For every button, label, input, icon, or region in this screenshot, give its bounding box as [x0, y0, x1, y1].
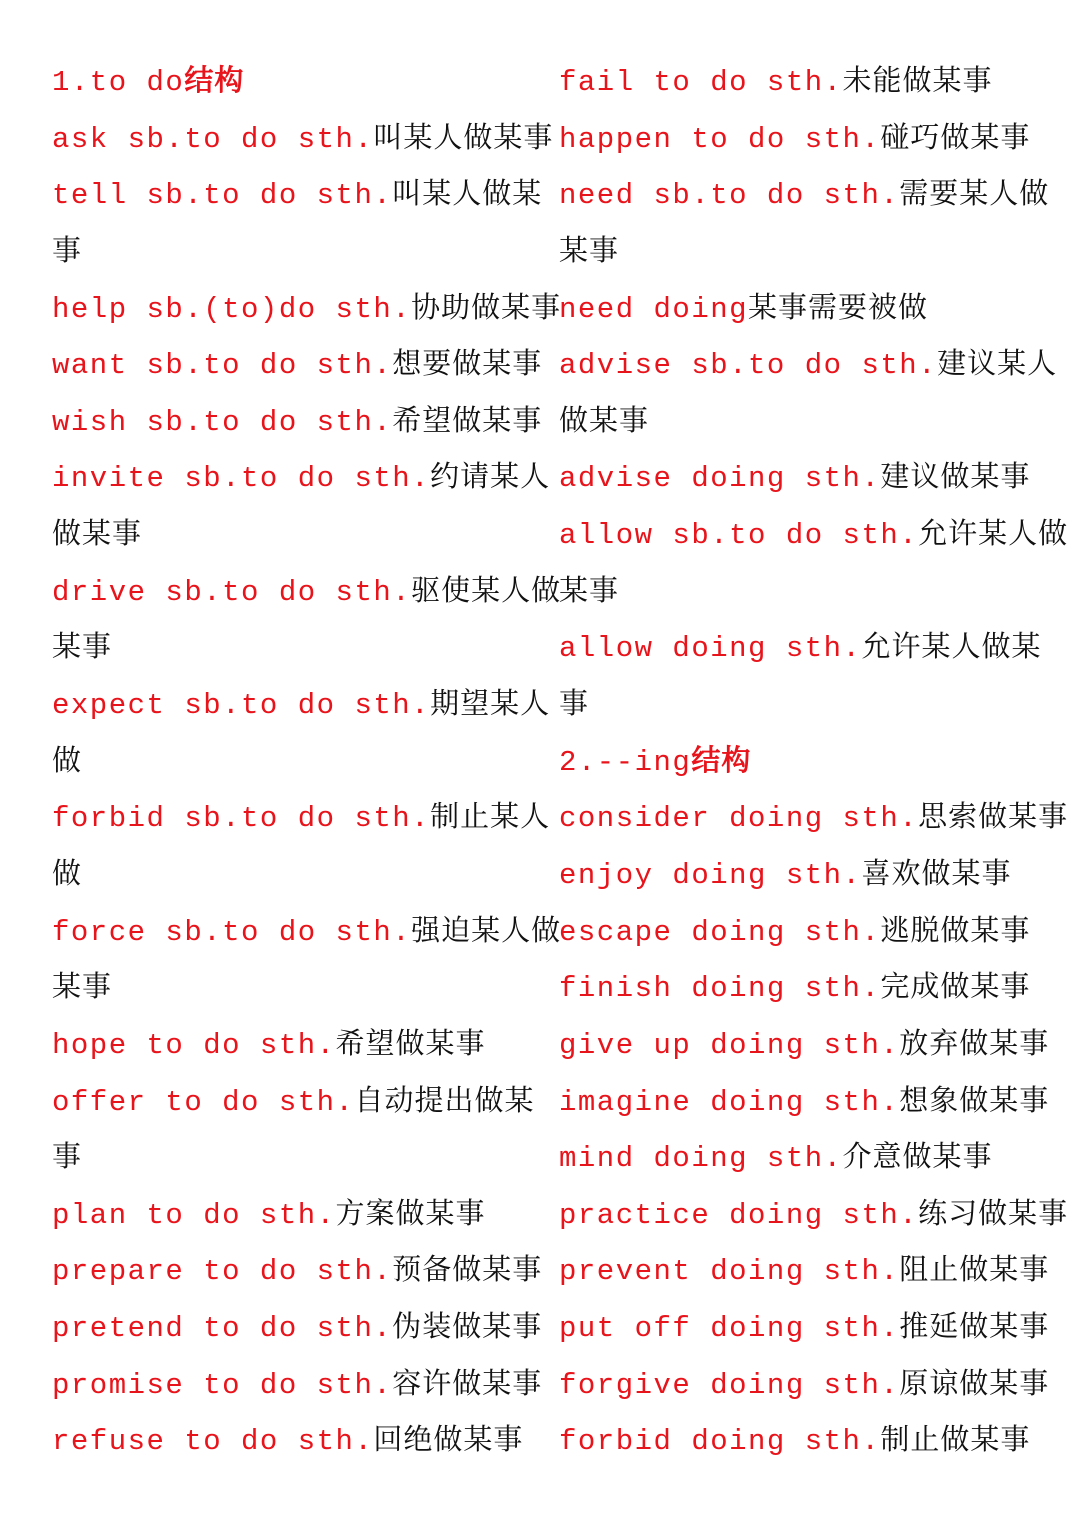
chinese-meaning: 事 [52, 1139, 83, 1174]
english-phrase: allow sb.to do sth. [559, 519, 919, 553]
phrase-line [559, 448, 1037, 505]
left-column [52, 52, 562, 1468]
right-column [559, 52, 1069, 1468]
english-phrase: finish doing sth. [559, 972, 881, 1006]
english-phrase: need doing [559, 292, 749, 326]
english-phrase: prepare to do sth. [52, 1255, 393, 1289]
english-phrase: hope to do sth. [52, 1028, 336, 1062]
english-phrase: forbid sb.to do sth. [52, 802, 431, 836]
chinese-meaning: 事 [559, 686, 590, 721]
phrase-line [52, 562, 562, 619]
phrase-line [52, 1015, 527, 1072]
chinese-meaning: 碰巧做某事 [880, 119, 1031, 154]
phrase-line [52, 279, 562, 336]
chinese-meaning: 某事 [52, 629, 113, 664]
english-phrase: escape doing sth. [559, 915, 881, 949]
phrase-line [52, 1072, 535, 1129]
phrase-line [559, 505, 1069, 562]
chinese-meaning: 需要某人做 [899, 176, 1050, 211]
phrase-line [52, 1185, 527, 1242]
english-phrase: consider doing sth. [559, 802, 919, 836]
phrase-line [559, 1241, 1050, 1298]
phrase-line [559, 1185, 1069, 1242]
phrase-line [52, 618, 527, 675]
chinese-meaning: 逃脱做某事 [880, 912, 1031, 947]
phrase-line [559, 958, 1037, 1015]
chinese-meaning: 允许某人做某 [861, 629, 1042, 664]
chinese-meaning: 期望某人 [430, 686, 551, 721]
phrase-line [52, 1298, 543, 1355]
phrase-line [52, 392, 543, 449]
chinese-meaning: 结构 [184, 63, 245, 97]
english-phrase: pretend to do sth. [52, 1312, 393, 1346]
chinese-meaning: 事 [52, 232, 83, 267]
chinese-meaning: 喜欢做某事 [861, 855, 1012, 890]
chinese-meaning: 某事 [559, 572, 620, 607]
chinese-meaning: 约请某人 [430, 459, 551, 494]
phrase-line [52, 958, 527, 1015]
phrase-line [52, 505, 527, 562]
chinese-meaning: 放弃做某事 [899, 1025, 1050, 1060]
english-phrase: ask sb.to do sth. [52, 122, 374, 156]
chinese-meaning: 建议某人 [937, 346, 1058, 381]
chinese-meaning: 伪装做某事 [392, 1309, 543, 1344]
english-phrase: fail to do sth. [559, 66, 843, 99]
chinese-meaning: 方案做某事 [335, 1195, 486, 1230]
chinese-meaning: 希望做某事 [392, 402, 543, 437]
chinese-meaning: 想象做某事 [899, 1082, 1050, 1117]
phrase-line [52, 448, 551, 505]
phrase-line [559, 618, 1042, 675]
english-phrase: need sb.to do sth. [559, 179, 900, 213]
chinese-meaning: 做 [52, 855, 83, 890]
phrase-line [559, 1015, 1050, 1072]
chinese-meaning: 某事 [52, 969, 113, 1004]
english-phrase: forbid doing sth. [559, 1425, 881, 1459]
phrase-line [52, 165, 543, 222]
chinese-meaning: 做某事 [52, 516, 143, 551]
english-phrase: imagine doing sth. [559, 1085, 900, 1119]
chinese-meaning: 结构 [691, 742, 752, 777]
english-phrase: practice doing sth. [559, 1198, 919, 1232]
chinese-meaning: 自动提出做某 [354, 1082, 535, 1117]
section-heading [52, 52, 527, 109]
phrase-line [52, 1241, 543, 1298]
english-phrase: advise sb.to do sth. [559, 349, 938, 383]
chinese-meaning: 容许做某事 [392, 1365, 543, 1400]
phrase-line [559, 222, 1037, 279]
phrase-line [52, 902, 562, 959]
english-phrase: expect sb.to do sth. [52, 689, 431, 723]
chinese-meaning: 强迫某人做 [411, 912, 562, 947]
phrase-line [559, 392, 1037, 449]
english-phrase: wish sb.to do sth. [52, 405, 393, 439]
phrase-line [559, 335, 1058, 392]
english-phrase: give up doing sth. [559, 1028, 900, 1062]
phrase-line [559, 279, 1037, 336]
phrase-line [559, 109, 1037, 166]
english-phrase: refuse to do sth. [52, 1425, 374, 1459]
english-phrase: allow doing sth. [559, 632, 862, 666]
chinese-meaning: 叫某人做某事 [373, 119, 554, 154]
chinese-meaning: 建议做某事 [880, 459, 1031, 494]
chinese-meaning: 预备做某事 [392, 1252, 543, 1287]
phrase-line [559, 52, 1037, 109]
chinese-meaning: 阻止做某事 [899, 1252, 1050, 1287]
phrase-line [559, 562, 1037, 619]
english-phrase: plan to do sth. [52, 1198, 336, 1232]
english-phrase: invite sb.to do sth. [52, 462, 431, 496]
section-heading [559, 732, 1037, 789]
phrase-line [52, 675, 551, 732]
phrase-line [52, 335, 543, 392]
chinese-meaning: 推延做某事 [899, 1309, 1050, 1344]
chinese-meaning: 原谅做某事 [899, 1365, 1050, 1400]
english-phrase: prevent doing sth. [559, 1255, 900, 1289]
chinese-meaning: 未能做某事 [842, 63, 993, 97]
english-phrase: tell sb.to do sth. [52, 179, 393, 213]
chinese-meaning: 希望做某事 [335, 1025, 486, 1060]
chinese-meaning: 某事 [559, 232, 620, 267]
chinese-meaning: 介意做某事 [842, 1139, 993, 1174]
chinese-meaning: 练习做某事 [918, 1195, 1069, 1230]
chinese-meaning: 制止某人 [430, 799, 551, 834]
phrase-line [52, 222, 527, 279]
chinese-meaning: 某事需要被做 [748, 289, 929, 324]
chinese-meaning: 完成做某事 [880, 969, 1031, 1004]
chinese-meaning: 驱使某人做 [411, 572, 562, 607]
english-phrase: mind doing sth. [559, 1142, 843, 1176]
phrase-line [559, 1355, 1050, 1412]
english-phrase: want sb.to do sth. [52, 349, 393, 383]
phrase-line [52, 845, 527, 902]
english-phrase: offer to do sth. [52, 1085, 355, 1119]
english-phrase: 1.to do [52, 66, 185, 99]
phrase-line [559, 1298, 1050, 1355]
phrase-line [559, 1411, 1037, 1468]
phrase-line [559, 675, 1037, 732]
chinese-meaning: 做某事 [559, 402, 650, 437]
phrase-line [559, 1072, 1050, 1129]
phrase-line [52, 1411, 527, 1468]
chinese-meaning: 回绝做某事 [373, 1422, 524, 1457]
phrase-line [559, 165, 1050, 222]
chinese-meaning: 允许某人做 [918, 516, 1069, 551]
chinese-meaning: 思索做某事 [918, 799, 1069, 834]
chinese-meaning: 做 [52, 742, 83, 777]
phrase-line [52, 1355, 543, 1412]
english-phrase: advise doing sth. [559, 462, 881, 496]
english-phrase: put off doing sth. [559, 1312, 900, 1346]
english-phrase: drive sb.to do sth. [52, 575, 412, 609]
english-phrase: happen to do sth. [559, 122, 881, 156]
english-phrase: force sb.to do sth. [52, 915, 412, 949]
phrase-line [559, 1128, 1037, 1185]
chinese-meaning: 想要做某事 [392, 346, 543, 381]
phrase-line [559, 788, 1069, 845]
chinese-meaning: 叫某人做某 [392, 176, 543, 211]
phrase-line [52, 788, 551, 845]
chinese-meaning: 协助做某事 [411, 289, 562, 324]
chinese-meaning: 制止做某事 [880, 1422, 1031, 1457]
english-phrase: enjoy doing sth. [559, 858, 862, 892]
english-phrase: forgive doing sth. [559, 1368, 900, 1402]
phrase-line [559, 845, 1037, 902]
phrase-line [52, 732, 527, 789]
english-phrase: promise to do sth. [52, 1368, 393, 1402]
phrase-line [559, 902, 1037, 959]
phrase-line [52, 109, 554, 166]
phrase-line [52, 1128, 527, 1185]
english-phrase: 2.--ing [559, 745, 692, 779]
english-phrase: help sb.(to)do sth. [52, 292, 412, 326]
